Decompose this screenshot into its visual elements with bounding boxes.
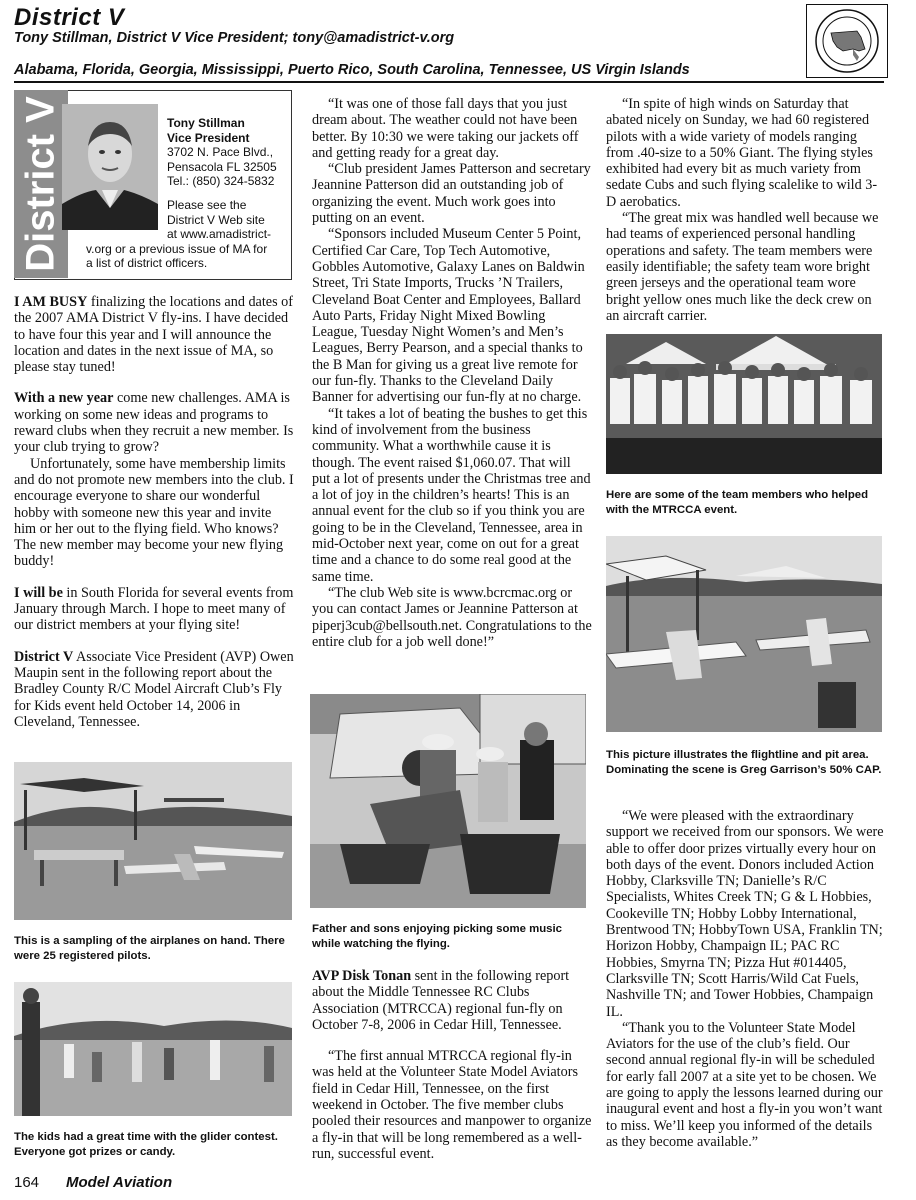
column-2-bottom [312,968,592,1162]
column-2-top [312,96,592,650]
paragraph: District V Associate Vice President (AVP) Owen Maupin sent in the following report about the Bradley County R/C Model Aircraft Club’s Fly for Kids event held October 14, 2006 in Cleveland, Tennessee. [14,648,294,730]
officer-contact [167,116,277,189]
paragraph: “It was one of those fall days that you just dream about. The weather could not have been better. By 10:30 we were taking our jackets off and getting ready for a great day. [312,96,579,161]
magazine-name: Model Aviation [66,1174,173,1191]
note-line: at www.amadistrict- [167,227,272,241]
photo-father-sons [310,694,586,908]
photo-team-members [606,334,882,474]
section-title: District V [14,4,125,31]
caption-team: Here are some of the team members who helped with the MTRCCA event. [606,489,869,516]
caption-father-sons: Father and sons enjoying picking some music while watching the flying. [312,923,563,950]
caption-flightline: This picture illustrates the flightline and pit area. Dominating the scene is Greg Garrison’s 50% CAP. [606,749,882,776]
paragraph: With a new year come new challenges. AMA is working on some new ideas and programs to reward clubs when they recruit a new member. Is your club trying to grow? [14,390,294,456]
paragraph: I will be in South Florida for several events from January through March. I hope to meet many of our district members at your flying site! [14,584,294,634]
paragraph: AVP Disk Tonan sent in the following report about the Middle Tennessee RC Clubs Association (MTRCCA) regional fun-fly on October 7-8, 2006 in Cedar Hill, Tennessee. [312,968,570,1033]
page-number: 164 [14,1174,40,1191]
photo-kids-glider [14,982,292,1116]
section-subtitle: Tony Stillman, District V Vice President; tony@amadistrict-v.org [14,30,455,46]
paragraph: “In spite of high winds on Saturday that abated nicely on Sunday, we had 60 registered pilots with a wide variety of models ranging from .40-size to a 50% Giant. The flying styles exhibited had every bit as much variety from sedate Cubs and such flying scalelike to wild 3-D aerobatics. [606,96,878,210]
paragraph: “Thank you to the Volunteer State Model Aviators for the use of the club’s field. Our second annual regional fly-in will be scheduled for early fall 2007 at a site yet to be chosen. We are going to apply the lessons learned during our inaugural event and host a fly-in you won’t want to miss. We’ll keep you informed of the details as they become available.” [606,1019,883,1150]
paragraph: “Sponsors included Museum Center 5 Point, Certified Car Care, Top Tech Automotive, Gobbles Automotive, Galaxy Lanes on Baldwin Street, Tri State Imports, Trucks ’N Trailers, Cleveland Boat Center and Employees, Ballard Auto Parts, Friday Night Mixed Bowling League, Tuesday Night Women’s and Men’s Leagues, Berry Pearson, and a special thanks to the B Man for giving us a great live remote for our fun-fly. Thanks to the Cleveland Daily Banner for advertising our fun-fly at no charge. [312,226,585,406]
photo-airplanes [14,762,292,920]
note-line: Please see the [167,198,247,212]
officer-address-line1: 3702 N. Pace Blvd., [167,145,274,159]
column-3-bottom [606,808,884,1150]
caption-kids: The kids had a great time with the glider contest. Everyone got prizes or candy. [14,1131,278,1158]
paragraph: “Club president James Patterson and secretary Jeannine Patterson did an outstanding job of organizing the event. Much work goes into putting on an event. [312,161,591,227]
officer-name: Tony Stillman [167,116,245,130]
paragraph: “It takes a lot of beating the bushes to get this kind of involvement from the business community. What a worthwhile cause it is though. The event raised $1,060.07. That will put a lot of presents under the Christmas tree and a lot of joy in the children’s hearts! This is an annual event for the club so if you think you are going to be in the Cleveland, Tennessee, area in mid-October next year, come on out for a great time and a chance to do some real good at the same time. [312,405,591,585]
caption-airplanes: This is a sampling of the airplanes on hand. There were 25 registered pilots. [14,935,285,962]
officer-address-line2: Pensacola FL 32505 [167,159,277,174]
district-states: Alabama, Florida, Georgia, Mississippi, Puerto Rico, South Carolina, Tennessee, US Virgin Islands [14,62,690,78]
district-tab-text: District V [18,96,63,272]
note-line: a list of district officers. [86,256,208,270]
district-tab [14,90,68,278]
paragraph: “The club Web site is www.bcrcmac.org or you can contact James or Jeannine Patterson at piperj3cub@bellsouth.net. Congratulations to the entire club for a job well done!” [312,584,592,650]
note-line: v.org or a previous issue of MA for [86,241,268,256]
paragraph: “The great mix was handled well because we had teams of experienced personal handling operations and safety. The team members were easily identifiable; the safety team wore bright green jerseys and the operational team wore bright yellow ones much like the deck crew on an aircraft carrier. [606,210,879,324]
header-rule [14,81,884,83]
note-line: District V Web site [167,212,265,227]
column-3-top [606,96,884,324]
officer-note [86,198,284,271]
officer-phone: Tel.: (850) 324-5832 [167,174,275,188]
paragraph: “The first annual MTRCCA regional fly-in was held at the Volunteer State Model Aviators field in Cedar Hill, Tennessee, on the first weekend in October. The five member clubs pooled their resources and manpower to organize a fly-in that will be long remembered as a well-run, successful event. [312,1048,592,1162]
district-map-logo [806,4,888,78]
paragraph: I AM BUSY finalizing the locations and dates of the 2007 AMA District V fly-ins. I have decided to have four this year and I will announce the location and dates in the next issue of MA, so please stay tuned! [14,294,293,376]
column-1 [14,294,296,730]
paragraph: Unfortunately, some have membership limits and do not promote new members into the club. I encourage everyone to share our wonderful hobby with someone new this year and invite him or her out to the flying field. Who knows? The new member may become your new flying buddy! [14,455,294,570]
paragraph: “We were pleased with the extraordinary support we received from our sponsors. We were able to offer door prizes virtually every hour on both days of the event. Donors included Action Hobby, Clarksville TN; Danielle’s R/C Specialists, Whites Creek TN; G & L Hobbies, Cookeville TN; Hobby Lobby International, Brentwood TN; HobbyTown USA, Franklin TN; Horizon Hobby, Champaign IL; PAC RC Hobbies, Smyrna TN; Pizza Hut #014405, Clarksville TN; Scott Harris/Wild Cat Fuels, Nashville TN; and Tower Hobbies, Champaign IL. [606,808,884,1020]
officer-role: Vice President [167,130,250,145]
photo-flightline [606,536,882,732]
